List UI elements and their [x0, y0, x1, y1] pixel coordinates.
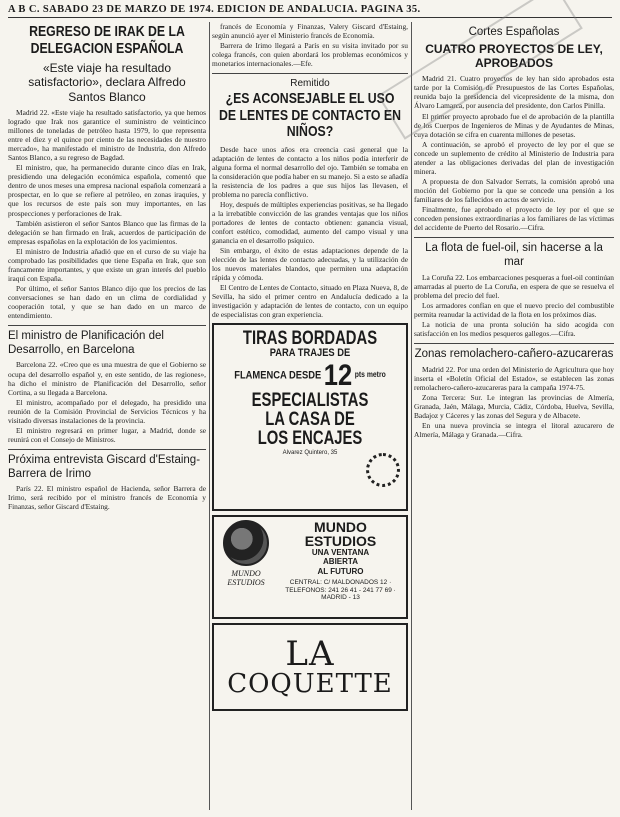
ad-logo: [217, 520, 275, 614]
article-paragraph: En una nueva provincia se integra el litoral azucarero de Almería, Málaga y Granada.—Cifra.: [414, 420, 614, 439]
article-paragraph: Barrera de Irimo llegará a París en su visita invitado por su colega francés, con quien abordará los problemas económicos y monetarios internacionales.—Efe.: [212, 41, 408, 69]
lace-seal-icon: [366, 453, 400, 487]
ad-title: ESTUDIOS: [304, 533, 377, 550]
article-paragraph: París 22. El ministro español de Hacienda, señor Barrera de Irimo, será recibido por el ministro francés de Economía y Finanzas, señor Giscard d'Estaing.: [8, 484, 206, 512]
article-paragraph: A continuación, se aprobó el proyecto de ley por el que se concede un suplemento de crédito al Ministerio de Industria para atender a las obligaciones derivadas del plan de investigación minera.: [414, 139, 614, 176]
ad-address: Alvarez Quintero, 35: [282, 450, 338, 457]
ad-headline: TIRAS BORDADAS: [242, 328, 378, 350]
article-paragraph: francés de Economía y Finanzas, Valery Giscard d'Estaing, según anunció ayer el Ministerio francés de Economía.: [212, 22, 408, 41]
article-paragraph: Hoy, después de múltiples experiencias positivas, se ha llegado a la irrebatible convicción de las grandes ventajas que los niños portadores de lentes de contacto obtienen: ganancia visual, confort estético, comodidad, aumento del campo visual y una ganancia en el desarrollo psíquico.: [212, 199, 408, 245]
article-divider: [8, 449, 206, 450]
ad-tagline: AL FUTURO: [317, 566, 364, 576]
ad-price: 12: [323, 358, 353, 392]
article-headline-lentes: ¿ES ACONSEJABLE EL USO DE LENTES DE CONTACTO EN NIÑOS?: [218, 90, 402, 141]
article-divider: [414, 237, 614, 238]
ad-headline: ESPECIALISTAS: [251, 390, 369, 412]
ad-logo-text: [227, 570, 264, 587]
article-paragraph: La noticia de una pronta solución ha sido acogida con satisfacción en los medios pesqueros gallegos.—Cifra.: [414, 319, 614, 338]
ad-brand-line: COQUETTE: [227, 669, 393, 700]
advertisement-tiras-bordadas: [212, 323, 408, 511]
article-kicker-cortes: Cortes Españolas: [468, 26, 560, 38]
article-paragraph: Zona Tercera: Sur. Le integran las provincias de Almería, Granada, Jaén, Málaga, Murcia, Cádiz, Córdoba, Huelva, Sevilla, Badajoz y Cáceres y las zonas del Segura y de Albacete.: [414, 392, 614, 420]
article-paragraph: Desde hace unos años era creencia casi general que la adaptación de lentes de contacto a los niños podía interferir de alguna forma el normal desarrollo del ojo. También se tomaba en la consideración que podía haber en su manejo. Si a esto se añadía la resistencia de los padres a que sus hijos las llevasen, el problema no parecía conflictivo.: [212, 144, 408, 199]
article-paragraph: El Centro de Lentes de Contacto, situado en Plaza Nueva, 8, de Sevilla, ha sido el primer centro en Andalucía dedicado a la investigación y adaptación de lentes de contacto, con un equipo de especialistas con gran experiencia.: [212, 283, 408, 320]
ad-logo-line: ESTUDIOS: [227, 577, 265, 587]
article-deck-irak: «Este viaje ha resultado satisfactorio», declara Alfredo Santos Blanco: [28, 61, 186, 104]
ad-text: FLAMENCA DESDE: [234, 369, 322, 382]
article-paragraph: Finalmente, fue aprobado el proyecto de ley por el que se conceden pensiones extraordinarias a los familiares de las víctimas del accidente de Puerto del Rosario.—Cifra.: [414, 204, 614, 232]
article-paragraph: El ministro, que, ha permanecido durante cinco días en Irak, presidiendo una delegación económica española, comentó que dentro de unos meses una empresa nacional española comenzará a prospectar, en lo que se refiere al petróleo, en zonas iraquíes, y que los recursos de este país son muy importantes, en las prospecciones y perforaciones de Irak.: [8, 163, 206, 218]
article-headline-flota: La flota de fuel-oil, sin hacerse a la mar: [425, 241, 603, 268]
ad-tagline: UNA VENTANA: [311, 548, 370, 558]
article-paragraph: También asistieron el señor Santos Blanco que las firmas de la delegación se han firmado en Irak, acuerdos de participación de empresas españolas en la explotación de los yacimientos.: [8, 218, 206, 246]
ad-headline: LOS ENCAJES: [257, 428, 363, 450]
advertisement-la-coquette: [212, 623, 408, 711]
ad-brand-line: LA: [285, 634, 335, 675]
article-divider: [414, 343, 614, 344]
article-kicker-remitido: Remitido: [290, 78, 330, 90]
article-paragraph: Madrid 22. «Este viaje ha resultado satisfactorio, ya que hemos logrado que Irak nos garantice el suministro de veinticinco millones de toneladas de petróleo hasta 1979, lo que representa entre el diez y el quince por ciento de las necesidades de nuestro mercado», ha manifestado el ministro de Industria, don Alfredo Santos Blanco, a su regreso de Bagdad.: [8, 108, 206, 163]
article-paragraph: Sin embargo, el éxito de estas adaptaciones depende de la elección de las lentes de contacto adecuadas, y la utilización de los nuevos materiales blandos, que permiten una adaptación rápida y cómoda.: [212, 246, 408, 283]
article-divider: [212, 73, 408, 74]
article-paragraph: Los armadores confían en que el nuevo precio del combustible permita reanudar la actividad de la flota en los próximos días.: [414, 300, 614, 319]
globe-icon: [223, 520, 269, 566]
article-divider: [8, 325, 206, 326]
article-paragraph: La Coruña 22. Los embarcaciones pesqueras a fuel-oil continúan amarradas al puerto de La Coruña, en espera de que se resuelva el problema del precio del fuel.: [414, 272, 614, 300]
article-headline-irak: REGRESO DE IRAK DE LA DELEGACION ESPAÑOLA: [29, 23, 185, 57]
article-paragraph: Por último, el señor Santos Blanco dijo que los precios de las conversaciones se han dado en un clima de cordialidad y cooperación total, y que se han dado en un marco de entendimiento.: [8, 283, 206, 320]
column-rule: [411, 22, 412, 810]
article-paragraph: Barcelona 22. «Creo que es una muestra de que el Gobierno se ocupa del desarrollo español y, en este sentido, de las regiones», ha dicho el ministro de Planificación del Desarrollo, señor Cortina, a su llegada a Barcelona.: [8, 360, 206, 397]
ad-headline: LA CASA DE: [265, 409, 355, 431]
page-masthead: A B C. SABADO 23 DE MARZO DE 1974. EDICION DE ANDALUCIA. PAGINA 35.: [8, 4, 612, 18]
ad-logo-line: MUNDO: [231, 569, 261, 579]
ad-tagline: ABIERTA: [323, 557, 358, 567]
ad-price-unit: pts metro: [354, 370, 386, 380]
article-headline-giscard: Próxima entrevista Giscard d'Estaing-Barrera de Irimo: [8, 453, 201, 480]
ad-body: [278, 520, 403, 614]
article-headline-zonas: Zonas remolachero-cañero-azucareras: [414, 347, 614, 360]
ad-text: PARA TRAJES DE: [269, 347, 351, 360]
ad-title: MUNDO: [314, 519, 367, 536]
column-center: [212, 22, 408, 812]
article-paragraph: Madrid 22. Por una orden del Ministerio de Agricultura que hoy inserta el «Boletín Oficial del Estado», se establecen las zonas remolachero-cañero-azucareras para la campaña 1974-75.: [414, 364, 614, 392]
article-headline-planificacion: El ministro de Planificación del Desarrollo, en Barcelona: [8, 329, 164, 356]
article-headline-proyectos: CUATRO PROYECTOS DE LEY, APROBADOS: [425, 41, 603, 70]
column-right: [414, 22, 614, 812]
advertisement-mundo-estudios: [212, 515, 408, 619]
ad-brand: [227, 634, 393, 700]
article-paragraph: El ministro, acompañado por el delegado, ha presidido una reunión de la Comisión Provincial de Servicios Técnicos y ha visitado diversas instalaciones de la provincia.: [8, 397, 206, 425]
article-paragraph: Madrid 21. Cuatro proyectos de ley han sido aprobados esta tarde por la Comisión de Presupuestos de las Cortes Españolas, reunida bajo la presidencia del vicepresidente de la misma, don Álvaro Lamarca, por ausencia del presidente, don Carlos Pinilla.: [414, 74, 614, 111]
article-paragraph: El ministro regresará en primer lugar, a Madrid, donde se reunirá con el Consejo de Ministros.: [8, 425, 206, 444]
ad-contact: CENTRAL: C/ MALDONADOS 12 · TELEFONOS: 241 26 41 - 241 77 69 · MADRID - 13: [285, 578, 396, 602]
ad-text: [220, 360, 400, 392]
article-paragraph: A propuesta de don Salvador Serrats, la comisión aprobó una moción del Gobierno por la que se concede una pensión a los familiares de los fallecidos en actos de servicio.: [414, 176, 614, 204]
column-left: [8, 22, 206, 812]
column-rule: [209, 22, 210, 810]
article-paragraph: El primer proyecto aprobado fue el de aprobación de la plantilla de los Cuerpos de Ingenieros de Minas y de Ayudantes de Minas, cuya dotación se cifra en cuarenta millones de pesetas.: [414, 111, 614, 139]
article-paragraph: El ministro de Industria añadió que en el curso de su viaje ha comprobado las posibilidades que tiene España en Irak, que son francamente importantes, y que existe un gran interés del pueblo iraquí con España.: [8, 246, 206, 283]
